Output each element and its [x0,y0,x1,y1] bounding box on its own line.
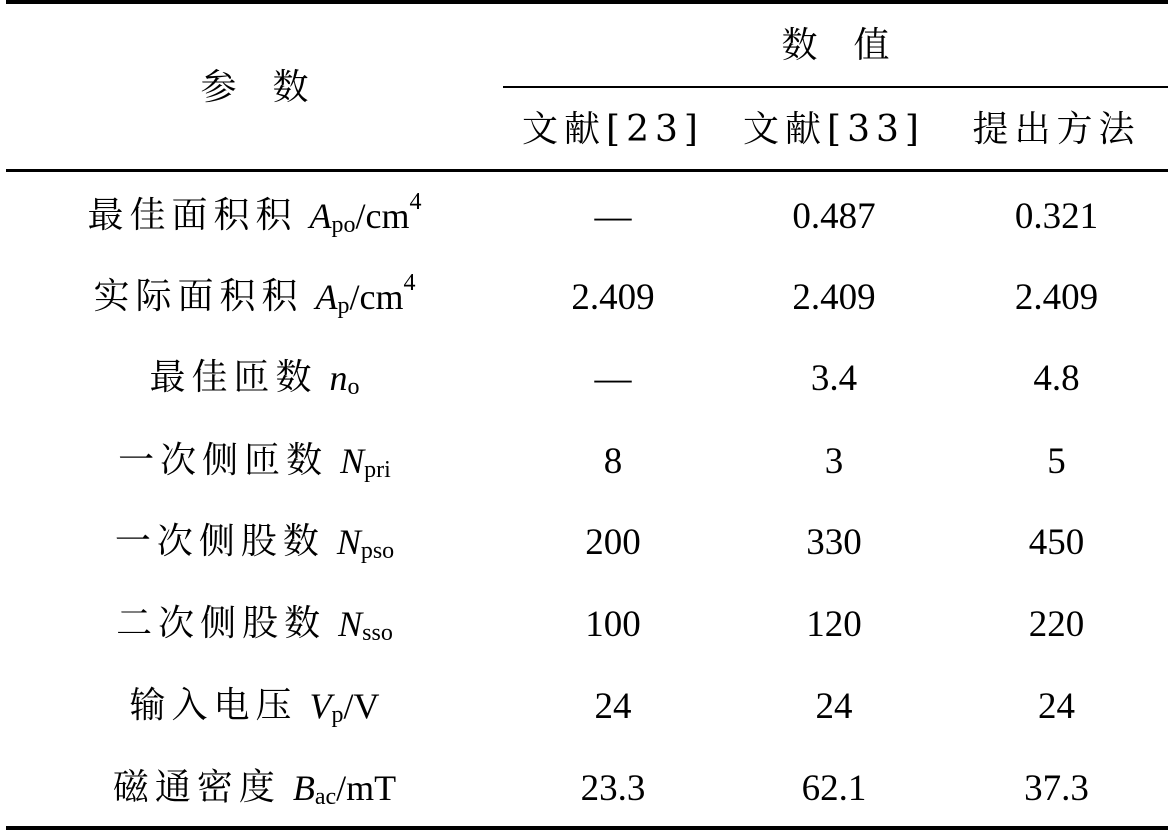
param-name: 最佳面积积 [87,195,298,236]
table-cell: 3.4 [810,357,858,399]
table-cell: 220 [1028,603,1085,645]
param-symbol: N [336,522,361,562]
table-cell: 8 [603,440,623,482]
row-label: 磁通密度 B $_{ac}$ /mT [112,767,397,810]
table-cell: 120 [806,603,862,645]
row-label: 二次侧股数 N $_{sso}$ [116,603,393,646]
header-value-cell [503,16,1168,76]
table-cell: 24 [1038,685,1075,727]
table-cell: 0.487 [792,195,876,237]
row-label: 输入电压 V $_p$ /V [129,685,380,728]
row-label: 最佳匝数 n $_o$ [149,357,360,400]
table-cell: 450 [1028,521,1085,563]
param-name: 二次侧股数 [116,603,327,644]
param-name: 实际面积积 [93,276,304,317]
param-symbol: N [338,604,363,644]
header-source-3: 提出方法 [972,109,1141,150]
param-symbol: V [309,686,332,726]
table-cell: — [594,357,632,399]
table-cell: — [594,195,632,237]
table-cell: 62.1 [801,767,867,809]
row-label: 最佳面积积 A $_{po}$ /cm $^4$ [87,189,422,238]
table-cell: 2.409 [571,276,655,318]
param-symbol: A [315,277,338,317]
param-symbol: B [292,768,315,808]
table-cell: 5 [1047,440,1066,482]
row-label: 一次侧匝数 N $_{pri}$ [118,440,391,483]
param-name: 磁通密度 [112,767,281,808]
header-source-1: 文献[23] [522,109,704,150]
table-cell: 2.409 [792,276,876,318]
table-cell: 24 [594,685,632,727]
header-sub-rule [503,86,1168,88]
param-symbol: n [329,358,348,398]
table-cell: 3 [824,440,844,482]
table-cell: 200 [585,521,641,563]
header-param-cell [6,58,503,118]
param-unit: /cm [349,277,404,317]
table-cell: 0.321 [1014,195,1099,237]
header-source-2: 文献[33] [743,109,925,150]
row-label: 一次侧股数 N $_{pso}$ [114,521,395,564]
param-symbol: N [340,441,365,481]
table-cell: 100 [585,603,641,645]
param-unit: /mT [336,768,397,808]
param-name: 输入电压 [129,685,298,726]
table-cell: 24 [815,685,853,727]
table-cell: 23.3 [580,767,646,809]
table-cell: 4.8 [1033,357,1080,399]
param-unit: /V [343,686,380,726]
top-rule [6,0,1168,4]
table-cell: 37.3 [1024,767,1089,809]
header-value: 数值 [781,25,926,66]
bottom-rule [6,826,1168,830]
header-param: 参数 [200,67,345,108]
param-name: 最佳匝数 [149,357,318,398]
param-unit: /cm [355,196,410,236]
row-label: 实际面积积 A $_p$ /cm $^4$ [93,270,416,319]
table-cell: 330 [806,521,862,563]
table-cell: 2.409 [1014,276,1099,318]
param-name: 一次侧股数 [114,521,325,562]
param-name: 一次侧匝数 [118,440,329,481]
header-rule [6,169,1168,172]
param-symbol: A [309,196,332,236]
